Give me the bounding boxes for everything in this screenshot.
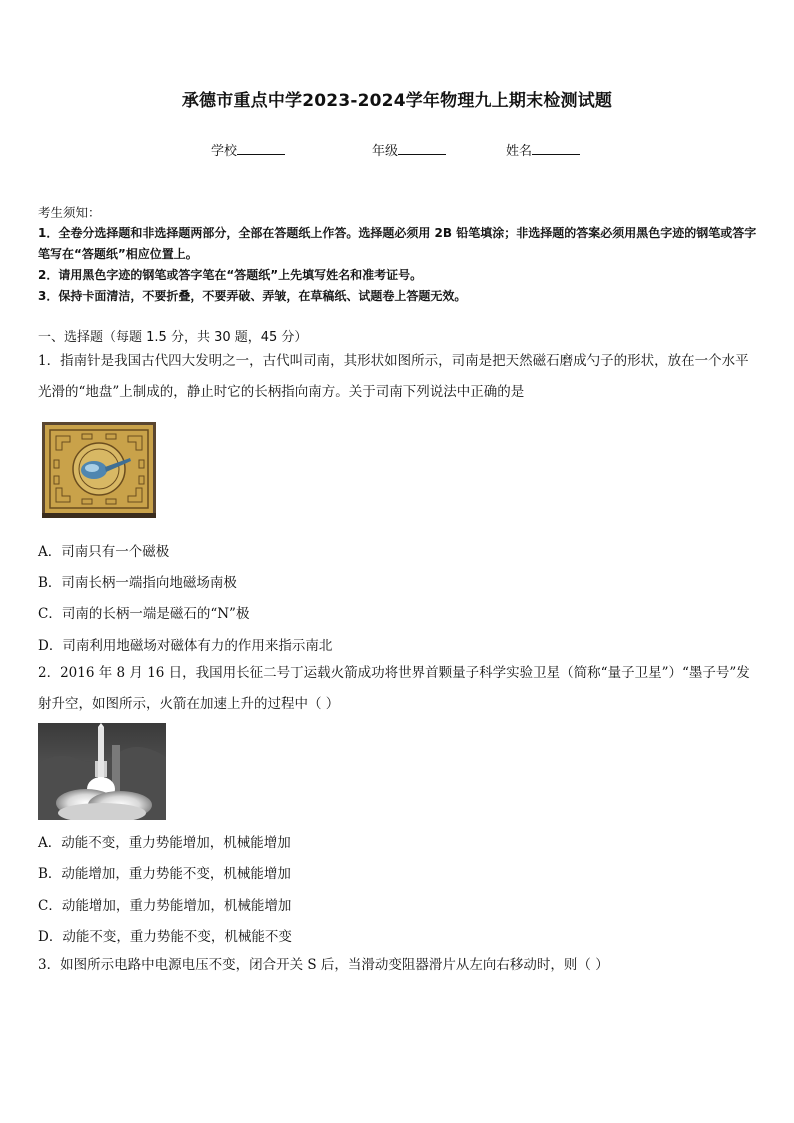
- section-heading: 一、选择题（每题 1.5 分，共 30 题，45 分）: [38, 330, 308, 345]
- rocket-launch-image: [38, 723, 166, 820]
- school-field[interactable]: [211, 140, 285, 159]
- question-3-stem: 3．如图所示电路中电源电压不变，闭合开关 S 后，当滑动变阻器滑片从左向右移动时，则（ ）: [38, 957, 609, 973]
- exam-title: 承德市重点中学2023-2024学年物理九上期末检测试题: [181, 91, 613, 111]
- question-2-option-d[interactable]: D．动能不变，重力势能不变，机械能不变: [38, 929, 292, 945]
- school-blank[interactable]: [237, 141, 285, 155]
- question-2-option-a[interactable]: A．动能不变，重力势能增加，机械能增加: [38, 835, 291, 851]
- question-1-option-c[interactable]: C．司南的长柄一端是磁石的“N”极: [38, 606, 250, 622]
- exam-notice: [38, 202, 758, 307]
- notice-item: 2．请用黑色字迹的钢笔或答字笔在“答题纸”上先填写姓名和准考证号。: [38, 268, 423, 282]
- question-2-option-c[interactable]: C．动能增加，重力势能增加，机械能增加: [38, 898, 292, 914]
- notice-heading: 考生须知：: [38, 205, 101, 220]
- name-field[interactable]: [506, 140, 580, 159]
- name-blank[interactable]: [532, 141, 580, 155]
- sinan-compass-image: [42, 422, 156, 518]
- question-1-option-b[interactable]: B．司南长柄一端指向地磁场南极: [38, 575, 237, 591]
- grade-blank[interactable]: [398, 141, 446, 155]
- question-1-stem: 1．指南针是我国古代四大发明之一，古代叫司南，其形状如图所示，司南是把天然磁石磨成勺子的形状，放在一个水平光滑的“地盘”上制成的，静止时它的长柄指向南方。关于司南下列说法中正确的是: [38, 353, 749, 400]
- question-2-option-b[interactable]: B．动能增加，重力势能不变，机械能增加: [38, 866, 291, 882]
- school-label: 学校: [211, 144, 238, 159]
- grade-field[interactable]: [372, 140, 446, 159]
- question-2-stem: 2．2016 年 8 月 16 日，我国用长征二号丁运载火箭成功将世界首颗量子科学实验卫星（简称“量子卫星”）“墨子号”发射升空，如图所示，火箭在加速上升的过程中（ ）: [38, 665, 750, 712]
- name-label: 姓名: [506, 144, 533, 159]
- grade-label: 年级: [372, 144, 399, 159]
- question-1-option-a[interactable]: A．司南只有一个磁极: [38, 544, 170, 560]
- question-1-option-d[interactable]: D．司南利用地磁场对磁体有力的作用来指示南北: [38, 638, 333, 654]
- notice-item: 3．保持卡面清洁，不要折叠，不要弄破、弄皱，在草稿纸、试题卷上答题无效。: [38, 289, 467, 303]
- notice-item: 1．全卷分选择题和非选择题两部分，全部在答题纸上作答。选择题必须用 2B 铅笔填涂；非选择题的答案必须用黑色字迹的钢笔或答字笔写在“答题纸”相应位置上。: [38, 226, 757, 261]
